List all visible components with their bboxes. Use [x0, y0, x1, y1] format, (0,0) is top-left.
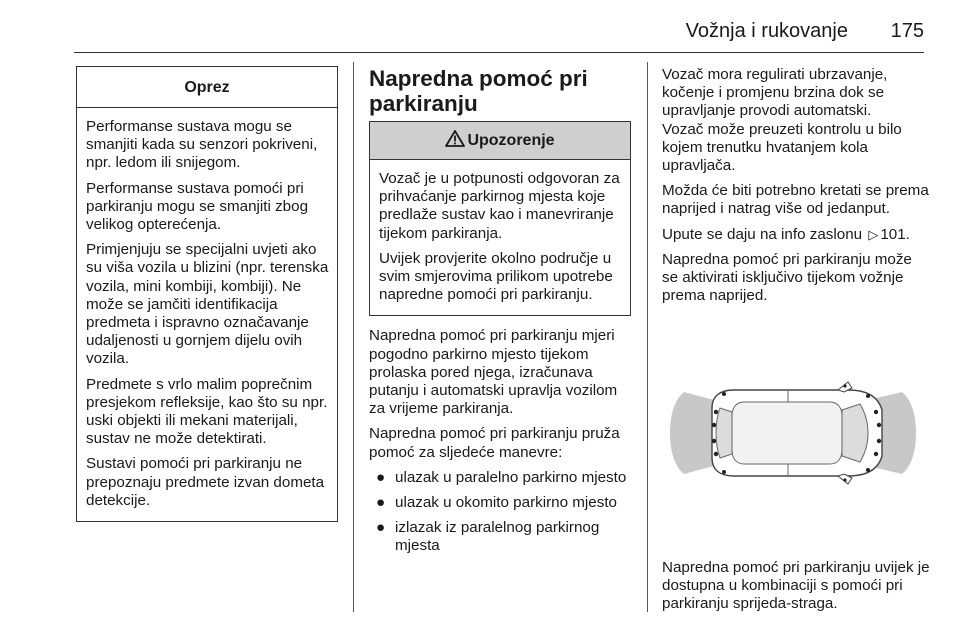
- body-paragraph: Vozač mora regulirati ubrzavanje, kočenje i promjenu brzina dok se upravljanje provodi automatski.: [662, 66, 888, 120]
- body-paragraph: Napredna pomoć pri parkiranju pruža pomoć za sljedeće manevre:: [369, 425, 620, 461]
- list-item: ● izlazak iz paralelnog parkirnog mjesta: [376, 519, 600, 555]
- caution-paragraph: Primjenjuju se specijalni uvjeti ako su viša vozila u blizini (npr. terenska vozila, mini kombiji, kombiji). Ne može se jamčiti identifikacija predmeta i ispravno označavanje udaljenosti u gornjem dijelu ovih vozila.: [86, 241, 329, 368]
- page-number: 175: [890, 20, 924, 42]
- bullet-icon: ●: [376, 519, 386, 537]
- bullet-icon: ●: [376, 468, 386, 486]
- page-reference-arrow-icon: ▷: [868, 226, 879, 242]
- column-divider: [353, 62, 354, 612]
- header-title: Vožnja i rukovanje: [685, 20, 848, 42]
- warning-triangle-icon: [445, 130, 465, 147]
- page-header: [0, 6, 960, 46]
- caution-paragraph: Performanse sustava pomoći pri parkiranju mogu se smanjiti zbog velikog opterećenja.: [86, 179, 309, 234]
- list-item: ● ulazak u paralelno parkirno mjesto: [376, 468, 627, 486]
- warning-header: [370, 122, 630, 160]
- section-title: Napredna pomoć pri parkiranju: [369, 66, 588, 116]
- body-paragraph: Vozač može preuzeti kontrolu u bilo kojem trenutku hvatanjem kola upravljača.: [662, 120, 902, 175]
- column-3: [662, 66, 930, 620]
- body-paragraph: Možda će biti potrebno kretati se prema naprijed i natrag više od jedanput.: [662, 182, 929, 218]
- maneuver-list: [369, 469, 635, 556]
- caution-heading: Oprez: [77, 67, 337, 108]
- bullet-icon: ●: [376, 494, 386, 512]
- header-rule: [74, 52, 924, 53]
- warning-body: [370, 160, 630, 315]
- warning-heading: Upozorenje: [467, 132, 555, 149]
- body-paragraph: Napredna pomoć pri parkiranju može se aktivirati isključivo tijekom vožnje prema naprijed.: [662, 250, 912, 305]
- column-divider: [647, 62, 648, 612]
- body-paragraph: Napredna pomoć pri parkiranju uvijek je dostupna u kombinaciji s pomoći pri parkiranju sprijeda-straga.: [662, 558, 930, 613]
- body-paragraph: Napredna pomoć pri parkiranju mjeri pogodno parkirno mjesto tijekom prolaska pored njega, izračunava putanju i automatski upravlja vozilom za vrijeme parkiranja.: [369, 327, 618, 418]
- caution-paragraph: Predmete s vrlo malim poprečnim presjekom refleksije, kao što su npr. uski objekti ili mekani materijali, sustav ne može detektirati.: [86, 375, 328, 448]
- warning-paragraph: Vozač je u potpunosti odgovoran za prihvaćanje parkirnog mjesta koje predlaže sustav kao i manevriranje tijekom parkiranja.: [379, 170, 620, 242]
- caution-paragraph: Performanse sustava mogu se smanjiti kada su senzori pokriveni, npr. ledom ili snijegom.: [86, 118, 318, 172]
- column-2: [369, 66, 635, 563]
- list-item: ● ulazak u okomito parkirno mjesto: [376, 494, 618, 512]
- page-reference[interactable]: 101.: [880, 225, 910, 243]
- caution-box: [76, 66, 338, 522]
- body-paragraph: Upute se daju na info zaslonu ▷ 101.: [662, 225, 910, 243]
- column-2-text: [369, 327, 635, 555]
- warning-box: [369, 121, 631, 316]
- caution-paragraph: Sustavi pomoći pri parkiranju ne prepoznaju predmete izvan dometa detekcije.: [86, 455, 325, 509]
- warning-paragraph: Uvijek provjerite okolno područje u svim smjerovima prilikom upotrebe napredne pomoći pri parkiranju.: [379, 249, 613, 304]
- car-parking-sensors-icon: [662, 330, 924, 537]
- caution-body: [77, 108, 337, 521]
